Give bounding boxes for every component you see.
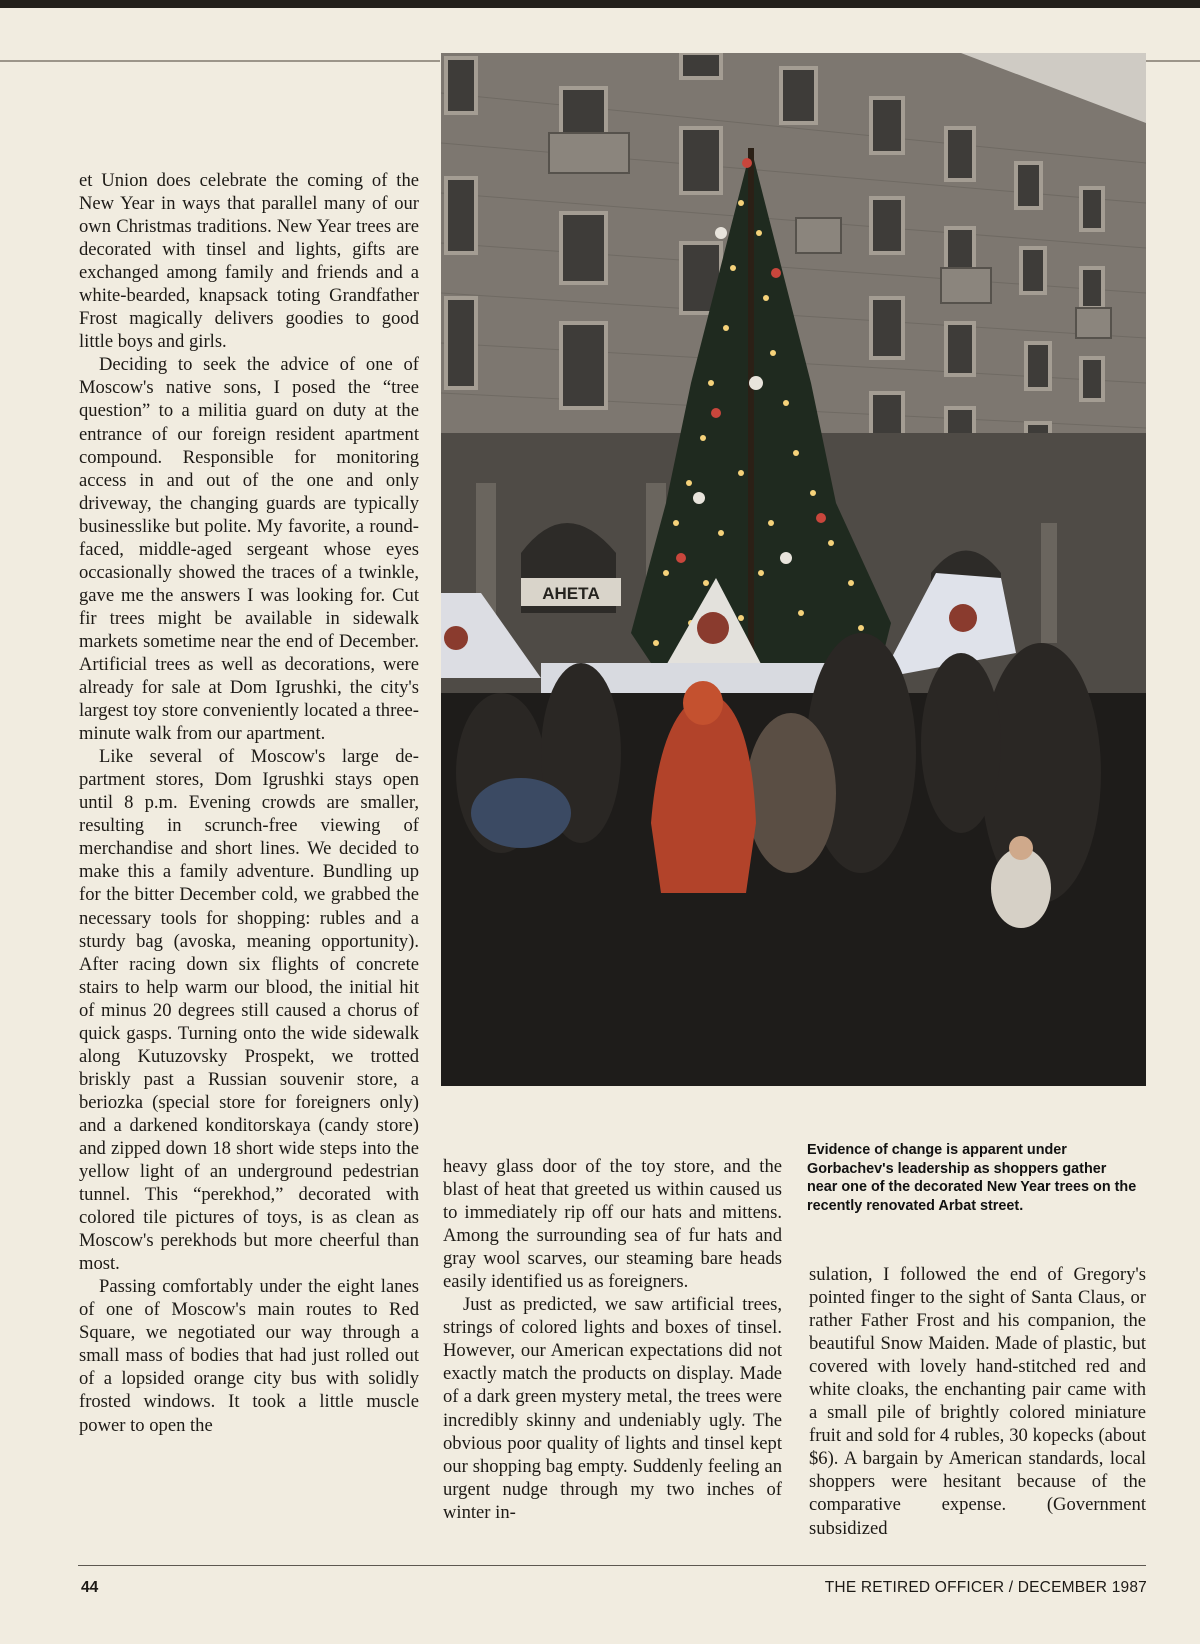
paragraph: et Union does celebrate the coming of the New Year in ways that parallel many of our own Christmas traditions. New Year trees are decorated with tinsel and lights, gifts are exchanged among family and friends and a white-bearded, knapsack toting Grandfather Frost magically delivers goodies to good little boys and girls. [79,170,419,353]
paragraph: heavy glass door of the toy store, and the blast of heat that greeted us within caused us to immediately rip off our hats and mittens. Among the surrounding sea of fur hats and gray wool scarves, our steaming bare heads easily identified us as foreigners. [443,1156,782,1293]
photo-new-year-tree-arbat [441,53,1146,1086]
paragraph: Just as predicted, we saw artificial trees, strings of colored lights and boxes of tinsel. However, our American expectations did not exactly match the products on display. Made of a dark green mystery metal, the trees were incredibly skinny and undeniably ugly. The obvious poor quality of lights and tinsel kept our shopping bag empty. Suddenly feeling an urgent nudge through my two inches of winter in- [443,1294,782,1523]
paragraph: Deciding to seek the advice of one of Moscow's native sons, I posed the “tree question” to a militia guard on duty at the entrance of our foreign resident apartment compound. Responsible for monitoring access in and out of the one and only driveway, the changing guards are typically businesslike but polite. My favorite, a round-faced, middle-aged sergeant whose eyes occasionally showed the traces of a twinkle, gave me the answers I was looking for. Cut fir trees might be available in sidewalk markets sometime near the end of December. Artificial trees as well as decorations, were already for sale at Dom Igrushki, the city's largest toy store conveniently located a three-minute walk from our apartment. [79,354,419,745]
photo-caption: Evidence of change is apparent under Gorbachev's leadership as shoppers gather near one of the decorated New Year trees on the recently renovated Arbat street. [807,1142,1137,1214]
article-column-3 [809,1263,1146,1540]
paragraph: sulation, I followed the end of Gregory's pointed finger to the sight of Santa Claus, or rather Father Frost and his companion, the beautiful Snow Maiden. Made of plastic, but covered with lovely hand-stitched red and white cloaks, the enchanting pair came with a small pile of brightly colored miniature fruit and sold for 4 rubles, 30 kopecks (about $6). A bargain by American standards, local shoppers were hesitant because of the comparative expense. (Government subsidized [809,1264,1146,1539]
paragraph: Passing comfortably under the eight lanes of one of Moscow's main routes to Red Square, we negotiated our way through a small mass of bodies that had just rolled out of a lopsided orange city bus with solidly frosted windows. It took a little muscle power to open the [79,1276,419,1436]
top-rule-left [0,60,440,62]
page-number: 44 [81,1579,99,1596]
top-rule-right [1143,60,1200,62]
photo-illustration [441,53,1146,1086]
article-column-1 [79,169,419,1437]
footer-rule [78,1565,1146,1566]
running-footer: THE RETIRED OFFICER / DECEMBER 1987 [824,1579,1147,1596]
paragraph: Like several of Moscow's large department stores, Dom Igrushki stays open until 8 p.m. Evening crowds are smaller, resulting in scrunch-free viewing of merchandise and short lines. We decided to make this a family adventure. Bundling up for the bitter December cold, we grabbed the necessary tools for shopping: rubles and a sturdy bag (avoska, meaning opportunity). After racing down six flights of concrete stairs to help warm our blood, the initial hit of minus 20 degrees still caused a chorus of quick gasps. Turning onto the wide sidewalk along Kutuzovsky Prospekt, we trotted briskly past a Russian souvenir store, a beriozka (special store for foreigners only) and a darkened konditorskaya (candy store) and zipped down 18 short wide steps into the yellow light of an underground pedestrian tunnel. This “perekhod,” decorated with colored tile pictures of toys, is as clean as Moscow's perekhods but more cheerful than most. [79,746,419,1275]
store-sign: АНЕТА [542,584,600,603]
article-column-2 [443,1155,782,1524]
page-top-band [0,0,1200,8]
